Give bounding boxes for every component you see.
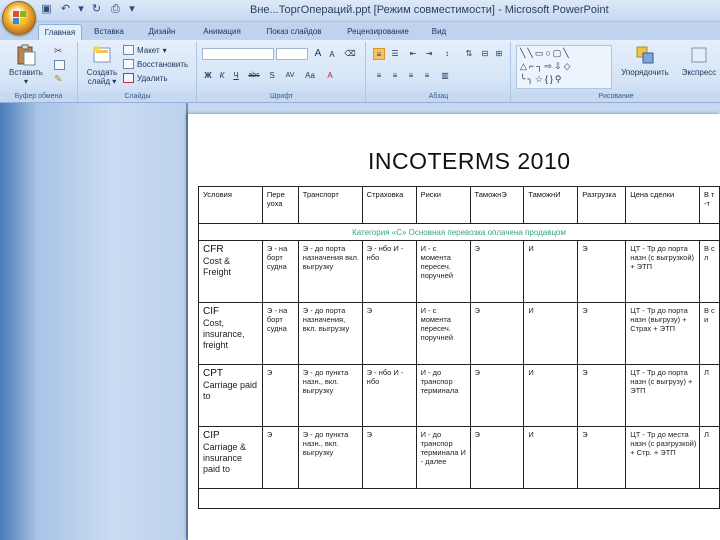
table-cell: Э - на борт судна <box>262 241 298 303</box>
table-cell: Э <box>362 427 416 489</box>
term-name: Carriage & insurance paid to <box>203 442 247 474</box>
ribbon-tabs <box>0 22 720 40</box>
header-cell: В т -т <box>699 187 719 224</box>
save-icon[interactable]: ▣ <box>41 3 52 15</box>
table-cell: Э <box>362 303 416 365</box>
table-cell: Э - до пункта назн., вкл. выгрузку <box>298 427 362 489</box>
tab-slideshow[interactable]: Показ слайдов <box>266 27 322 36</box>
redo-icon[interactable]: ↻ <box>91 3 102 15</box>
quick-access-toolbar <box>40 3 136 16</box>
tab-home[interactable]: Главная <box>38 24 82 40</box>
slide-thumbnails-pane[interactable] <box>0 103 188 540</box>
header-cell: Цена сделки <box>626 187 700 224</box>
reset-button[interactable]: Восстановить <box>123 59 188 69</box>
table-cell: Э - нбо И - нбо <box>362 365 416 427</box>
shapes-row-2-icon: △⌐┐⇨⇩◇ <box>520 61 573 71</box>
table-cell: Э - нбо И - нбо <box>362 241 416 303</box>
table-cell: Э <box>578 303 626 365</box>
term-cell <box>199 303 263 365</box>
table-cell: В с и <box>699 303 719 365</box>
header-cell: Условия <box>199 187 263 224</box>
table-cell: Э <box>578 241 626 303</box>
font-group <box>198 42 366 102</box>
term-cell <box>199 427 263 489</box>
table-cell: И - до транспор терминала И - далее <box>416 427 470 489</box>
smartart-button[interactable]: ⊞ <box>495 49 503 58</box>
slide-title[interactable]: INCOTERMS 2010 <box>368 148 571 174</box>
format-painter-button[interactable] <box>54 74 62 85</box>
empty-row-cell <box>199 489 720 509</box>
italic-button[interactable]: К <box>219 71 225 80</box>
paragraph-group-label: Абзац <box>367 92 510 102</box>
table-row <box>199 427 720 489</box>
shapes-row-1-icon: ╲╲▭○▢╲ <box>520 48 571 58</box>
change-case-button[interactable]: Аа <box>305 71 315 80</box>
clipboard-group <box>0 42 78 102</box>
term-code: CPT <box>203 368 223 379</box>
slide-canvas[interactable] <box>188 114 720 540</box>
tab-view[interactable]: Вид <box>431 27 447 36</box>
term-name: Cost, insurance, freight <box>203 318 245 350</box>
scissors-icon: ✂ <box>54 46 63 57</box>
decrease-indent-button[interactable]: ⇤ <box>409 49 417 58</box>
text-direction-button[interactable]: ⇅ <box>465 49 473 58</box>
header-cell: ТаможнЭ <box>470 187 524 224</box>
table-cell: И - с момента пересеч. поручней <box>416 303 470 365</box>
category-label: Категория «С» Основная перевозка оплачена продавцом <box>199 224 720 241</box>
office-logo-icon <box>12 10 27 25</box>
ribbon <box>0 40 720 103</box>
header-cell: Риски <box>416 187 470 224</box>
grow-font-button[interactable]: A <box>314 48 322 59</box>
quick-styles-icon <box>688 44 710 66</box>
table-cell: Э <box>262 427 298 489</box>
table-cell: Э <box>470 241 524 303</box>
table-cell: И <box>524 241 578 303</box>
table-cell: Э - до пункта назн., вкл. выгрузку <box>298 365 362 427</box>
shrink-font-button[interactable]: A <box>329 50 335 59</box>
table-cell: И <box>524 427 578 489</box>
copy-button[interactable] <box>54 60 65 70</box>
header-cell: Разгрузка <box>578 187 626 224</box>
term-code: CIF <box>203 306 220 317</box>
header-cell: Транспорт <box>298 187 362 224</box>
strikethrough-button[interactable]: abc <box>248 72 260 79</box>
justify-button[interactable]: ≡ <box>424 71 430 80</box>
term-code: CFR <box>203 244 224 255</box>
table-cell: ЦТ - Тр до порта назн (с выгрузкой) + ЭТП <box>626 241 700 303</box>
shapes-row-3-icon: ╰╮☆{}⚲ <box>520 74 564 84</box>
paste-icon <box>15 44 37 66</box>
table-cell: Э - до порта назначения, вкл. выгрузку <box>298 303 362 365</box>
table-cell: Э <box>470 427 524 489</box>
cut-button[interactable] <box>54 46 62 57</box>
clipboard-group-label: Буфер обмена <box>0 92 77 102</box>
tab-design[interactable]: Дизайн <box>148 27 176 36</box>
layout-icon <box>123 45 134 55</box>
table-row <box>199 241 720 303</box>
brush-icon: ✎ <box>54 74 63 85</box>
drawing-group <box>512 42 720 102</box>
table-row <box>199 489 720 509</box>
reset-icon <box>123 59 134 69</box>
table-cell: Л <box>699 365 719 427</box>
bold-button[interactable]: Ж <box>204 71 212 80</box>
table-cell: И <box>524 303 578 365</box>
delete-slide-button[interactable]: Удалить <box>123 73 168 83</box>
underline-button[interactable]: Ч <box>233 71 239 80</box>
table-row <box>199 365 720 427</box>
table-cell: И - с момента пересеч. поручней <box>416 241 470 303</box>
term-cell <box>199 365 263 427</box>
table-cell: Э <box>578 365 626 427</box>
paragraph-group <box>367 42 511 102</box>
table-cell: И <box>524 365 578 427</box>
layout-button[interactable]: Макет ▾ <box>123 45 167 55</box>
window-title: Вне...ТоргОпераций.ppt [Режим совместимости] - Microsoft PowerPoint <box>250 4 609 16</box>
table-cell: Л <box>699 427 719 489</box>
term-code: CIP <box>203 430 220 441</box>
bullets-button[interactable]: ≡ <box>373 48 385 60</box>
align-right-button[interactable]: ≡ <box>408 71 414 80</box>
table-header-row <box>199 187 720 224</box>
table-cell: ЦТ - Тр до места назн (с разгрузкой) + Стр. + ЭТП <box>626 427 700 489</box>
paste-button[interactable]: Вставить ▾ <box>6 44 46 86</box>
office-button[interactable] <box>2 1 36 35</box>
table-cell: ЦТ - Тр до порта назн (выгрузу) + Страх + ЭТП <box>626 303 700 365</box>
table-cell: В с л <box>699 241 719 303</box>
table-row <box>199 303 720 365</box>
tab-insert[interactable]: Вставка <box>94 27 124 36</box>
customize-qat-icon[interactable]: ▾ <box>129 3 135 15</box>
slides-group <box>79 42 197 102</box>
char-spacing-button[interactable]: AV <box>285 72 295 79</box>
term-name: Cost & Freight <box>203 256 232 277</box>
columns-button[interactable]: ▥ <box>441 71 449 80</box>
header-cell: Пере уоха <box>262 187 298 224</box>
clear-format-icon[interactable]: ⌫ <box>344 49 356 58</box>
title-bar <box>0 0 720 22</box>
arrange-icon <box>634 44 656 66</box>
tab-review[interactable]: Рецензирование <box>347 27 409 36</box>
numbering-button[interactable]: ☰ <box>391 49 399 58</box>
copy-icon <box>54 60 65 70</box>
align-left-button[interactable]: ≡ <box>376 71 382 80</box>
arrange-button[interactable]: Упорядочить <box>620 44 670 77</box>
table-cell: ЦТ - Тр до порта назн (с выгрузу) + ЭТП <box>626 365 700 427</box>
drawing-group-label: Рисование <box>512 92 720 102</box>
table-cell: Э - на борт судна <box>262 303 298 365</box>
undo-icon[interactable]: ↶ <box>60 3 71 15</box>
undo-dropdown-icon[interactable]: ▾ <box>78 3 84 15</box>
font-name-combo[interactable] <box>202 48 274 60</box>
table-cell: И - до транспор терминала <box>416 365 470 427</box>
shapes-gallery[interactable] <box>516 45 612 89</box>
table-cell: Э <box>470 365 524 427</box>
table-cell: Э <box>578 427 626 489</box>
new-slide-button[interactable]: Создать слайд ▾ <box>83 44 121 86</box>
new-slide-icon <box>91 44 113 66</box>
incoterms-table[interactable] <box>198 186 720 509</box>
print-icon[interactable]: ⎙ <box>111 3 120 15</box>
table-cell: Э <box>262 365 298 427</box>
font-size-combo[interactable] <box>276 48 308 60</box>
header-cell: ТаможнИ <box>524 187 578 224</box>
shadow-button[interactable]: S <box>269 71 275 80</box>
line-spacing-button[interactable]: ↕ <box>445 49 449 58</box>
font-color-button[interactable]: A <box>327 71 333 80</box>
increase-indent-button[interactable]: ⇥ <box>425 49 433 58</box>
term-cell <box>199 241 263 303</box>
category-row <box>199 224 720 241</box>
delete-icon <box>123 73 134 83</box>
table-cell: Э <box>470 303 524 365</box>
align-center-button[interactable]: ≡ <box>392 71 398 80</box>
font-group-label: Шрифт <box>198 92 365 102</box>
term-name: Carriage paid to <box>203 380 258 401</box>
header-cell: Страховка <box>362 187 416 224</box>
table-cell: Э - до порта назначения вкл. выгрузку <box>298 241 362 303</box>
quick-styles-button[interactable]: Экспресс <box>678 44 720 77</box>
tab-animation[interactable]: Анимация <box>203 27 241 36</box>
slides-group-label: Слайды <box>79 92 196 102</box>
align-text-button[interactable]: ⊟ <box>481 49 489 58</box>
